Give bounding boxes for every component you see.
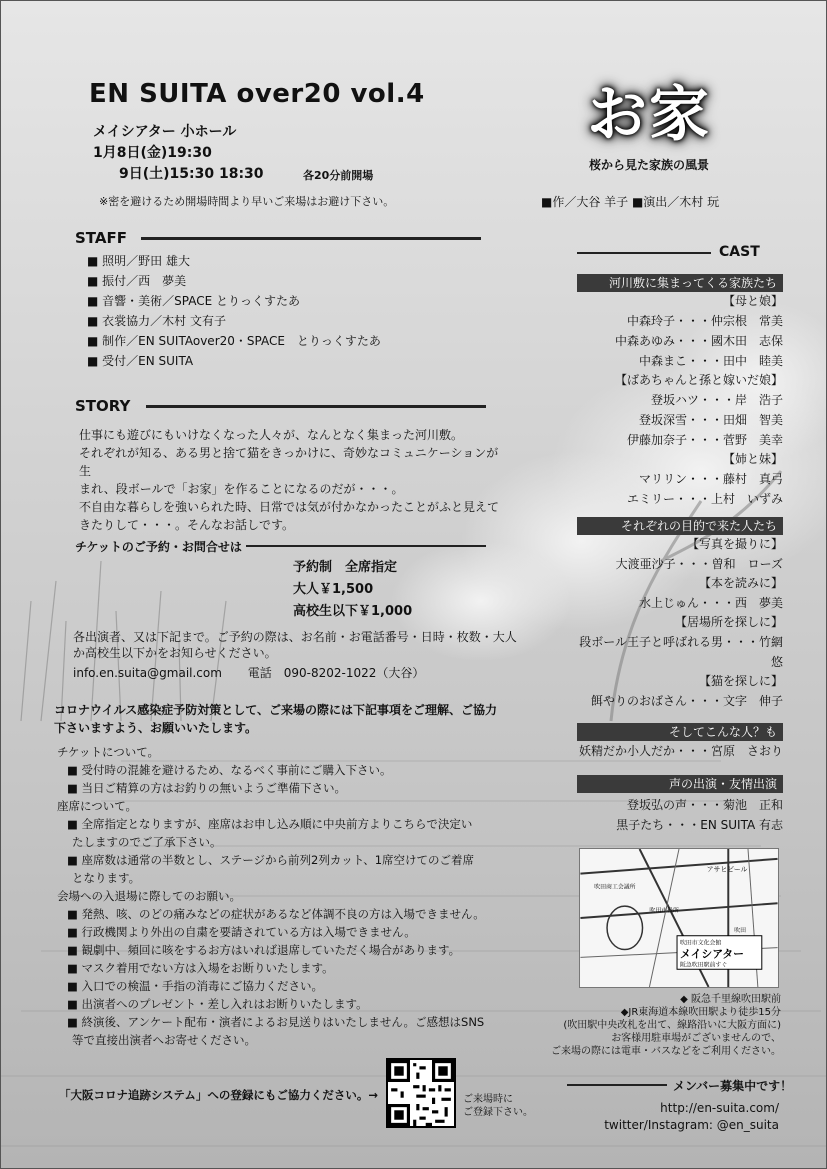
qr-code[interactable] (386, 1058, 456, 1128)
play-title-logo: お家 (587, 80, 711, 150)
cast-row: 水上じゅん・・・西 夢美 (638, 596, 783, 610)
staff-item: ■ 照明／野田 雄大 (87, 254, 190, 268)
cast-row: 段ボール王子と呼ばれる男・・・竹網 悠 (579, 635, 796, 669)
covid-item-cont: たしますのでご了承下さい。 (72, 835, 222, 849)
ticket-price-line: 高校生以下￥1,000 (293, 604, 413, 619)
cast-row: 中森あゆみ・・・國木田 志保 (614, 334, 783, 348)
qr-note (463, 1093, 533, 1119)
contact-phone[interactable]: 電話 090-8202-1022（大谷） (247, 666, 425, 680)
cast-rule (577, 252, 711, 254)
qr-note-line: ご登録下さい。 (463, 1107, 533, 1118)
covid-item: ■ 出演者へのプレゼント・差し入れはお断りいたします。 (67, 997, 368, 1011)
story-line: それぞれが知る、ある男と捨て猫をきっかけに、奇妙なコミュニケーションが生 (79, 446, 499, 478)
staff-item: ■ 制作／EN SUITAover20・SPACE とりっくすたあ (87, 334, 381, 348)
contact-line: 各出演者、又は下記まで。ご予約の際は、お名前・お電話番号・日時・枚数・大人 (73, 630, 517, 644)
covid-item: ■ 全席指定となりますが、座席はお申し込み順に中央前方よりこちらで決定い (67, 817, 473, 831)
cast-row: 登坂ハツ・・・岸 浩子 (650, 393, 783, 407)
story-text (79, 426, 499, 534)
play-subtitle: 桜から見た家族の風景 (588, 158, 709, 172)
staff-item: ■ 受付／EN SUITA (87, 354, 194, 368)
cast-group-title: 声の出演・友情出演 (577, 775, 783, 793)
cast-row: エミリー・・・上村 いずみ (626, 492, 783, 506)
access-line: ご来場の際には電車・バスなどをご利用ください。 (551, 1046, 781, 1057)
covid-item: ■ 行政機関より外出の自粛を要請されている方は入場できません。 (67, 925, 416, 939)
staff-list (87, 251, 381, 371)
cast-list (577, 274, 796, 835)
cast-row: 大渡亜沙子・・・曽和 ローズ (615, 557, 783, 571)
member-rule (567, 1084, 667, 1086)
covid-heading (54, 701, 524, 737)
covid-item: ■ 観劇中、頻回に咳をするお方はいれば退席していただく場合があります。 (67, 943, 461, 957)
map-venue-label: メイシアター (679, 947, 744, 961)
cast-subgroup-label: 【居場所を探しに】 (674, 615, 783, 629)
website-link[interactable]: http://en-suita.com/ (660, 1101, 779, 1115)
cast-subgroup-label: 【写真を撮りに】 (686, 537, 783, 551)
map-label: 阪急吹田駅前すぐ (679, 962, 728, 969)
cast-subgroup-label: 【姉と妹】 (722, 452, 783, 466)
story-line: まれ、段ボールで「お家」を作ることになるのだが・・・。 (79, 482, 404, 496)
access-line: お客様用駐車場がございませんので、 (611, 1033, 781, 1044)
covid-heading-line: コロナウイルス感染症予防対策として、ご来場の際には下記事項をご理解、ご協力 (54, 703, 498, 717)
access-info (541, 993, 781, 1058)
cast-subgroup-label: 【ばあちゃんと孫と嫁いだ娘】 (614, 373, 783, 387)
date-line-2: 9日(土)15:30 18:30 (119, 166, 264, 182)
date-line-1: 1月8日(金)19:30 (93, 145, 212, 161)
covid-section-label: 会場への入退場に際してのお願い。 (57, 889, 241, 903)
cast-group-title: そしてこんな人？も (577, 723, 783, 741)
covid-item: ■ 終演後、アンケート配布・演者によるお見送りはいたしません。ご感想はSNS (67, 1015, 485, 1029)
covid-list (57, 743, 527, 1049)
story-line: 仕事にも遊びにもいけなくなった人々が、なんとなく集まった河川敷。 (79, 428, 464, 442)
venue: メイシアター 小ホール (93, 124, 237, 140)
covid-item-cont: となります。 (72, 871, 141, 885)
cast-row: 妖精だか小人だか・・・宮原 さおり (578, 744, 783, 758)
cast-row: 餌やりのおばさん・・・文字 伸子 (590, 694, 783, 708)
story-rule (146, 405, 486, 408)
cast-row: 中森玲子・・・仲宗根 常美 (626, 314, 783, 328)
access-line: ◆JR東海道本線吹田駅より徒歩15分 (620, 1007, 781, 1018)
covid-item: ■ 受付時の混雑を避けるため、なるべく事前にご購入下さい。 (67, 763, 392, 777)
avoid-note: ※密を避けるため開場時間より早いご来場はお避け下さい。 (99, 195, 395, 208)
covid-item: ■ 発熱、咳、のどの痛みなどの症状があるなど体調不良の方は入場できません。 (67, 907, 485, 921)
ticket-price-line: 予約制 全席指定 (293, 560, 398, 575)
map-label: アサヒビール (706, 865, 748, 874)
cast-subgroup-label: 【母と娘】 (722, 294, 783, 308)
covid-item-cont: 等で直接出演者へお寄せください。 (72, 1033, 256, 1047)
staff-heading: STAFF (75, 229, 127, 247)
cast-group-title: 河川敷に集まってくる家族たち (577, 274, 783, 292)
ticket-prices (293, 557, 412, 623)
ticket-heading: チケットのご予約・お問合せは (75, 540, 242, 554)
map-label: 吹田市役所 (649, 908, 679, 915)
access-line: ◆ 阪急千里線吹田駅前 (680, 994, 781, 1005)
staff-item: ■ 振付／西 夢美 (87, 274, 187, 288)
ticket-price-line: 大人￥1,500 (293, 582, 374, 597)
cast-row: 登坂深雪・・・田畑 智美 (638, 413, 783, 427)
staff-rule (141, 237, 481, 240)
cast-row: 黒子たち・・・EN SUITA 有志 (616, 818, 783, 832)
staff-item: ■ 音響・美術／SPACE とりっくすたあ (87, 294, 301, 308)
story-heading: STORY (75, 397, 131, 415)
covid-section-label: 座席について。 (57, 799, 138, 813)
cast-row: 伊藤加奈子・・・菅野 美幸 (626, 433, 783, 447)
contact-email[interactable]: info.en.suita@gmail.com (73, 666, 222, 680)
covid-item: ■ 当日ご精算の方はお釣りの無いようご準備下さい。 (67, 781, 347, 795)
story-line: 不自由な暮らしを強いられた時、日常では気が付かなかったことがふと見えて (79, 500, 500, 514)
contact-info-row (73, 665, 523, 681)
event-title: EN SUITA over20 vol.4 (89, 79, 425, 109)
venue-map (579, 848, 779, 988)
covid-item: ■ 入口での検温・手指の消毒にご協力ください。 (67, 979, 324, 993)
cast-subgroup-label: 【本を読みに】 (698, 576, 783, 590)
access-line: (吹田駅中央改札を出て、線路沿いに大阪方面に) (563, 1020, 781, 1031)
sns-handle[interactable]: twitter/Instagram: @en_suita (604, 1118, 779, 1132)
staff-item: ■ 衣裳協力／木村 文有子 (87, 314, 226, 328)
map-label: 吹田 (734, 927, 747, 934)
covid-section-label: チケットについて。 (57, 745, 160, 759)
cast-row: 登坂弘の声・・・菊池 正和 (626, 798, 783, 812)
member-heading: メンバー募集中です！ (673, 1079, 793, 1093)
cast-row: マリリン・・・藤村 真弓 (638, 472, 783, 486)
ticket-rule (246, 545, 486, 547)
play-credit: ■作／大谷 羊子 ■演出／木村 玩 (541, 195, 720, 209)
cast-group-title: それぞれの目的で来た人たち (577, 517, 783, 535)
story-line: きたりして・・・。そんなお話しです。 (79, 518, 295, 532)
cast-row: 中森まこ・・・田中 睦美 (638, 354, 783, 368)
contact-line: か高校生以下かをお知らせください。 (73, 646, 277, 660)
map-label: 吹田商工会議所 (594, 884, 636, 891)
cast-subgroup-label: 【猫を探しに】 (698, 674, 783, 688)
map-label: 吹田市文化会館 (679, 940, 722, 947)
open-note: 各20分前開場 (303, 169, 374, 182)
qr-note-line: ご来場時に (463, 1094, 513, 1105)
osaka-tracing-note: 「大阪コロナ追跡システム」への登録にもご協力ください。→ (59, 1088, 378, 1102)
covid-item: ■ 座席数は通常の半数とし、ステージから前列2列カット、1席空けてのご着席 (67, 853, 475, 867)
covid-heading-line: 下さいますよう、お願いいたします。 (54, 721, 258, 735)
cast-heading: CAST (719, 244, 760, 260)
ticket-contact (73, 629, 523, 681)
covid-item: ■ マスク着用でない方は入場をお断りいたします。 (67, 961, 334, 975)
